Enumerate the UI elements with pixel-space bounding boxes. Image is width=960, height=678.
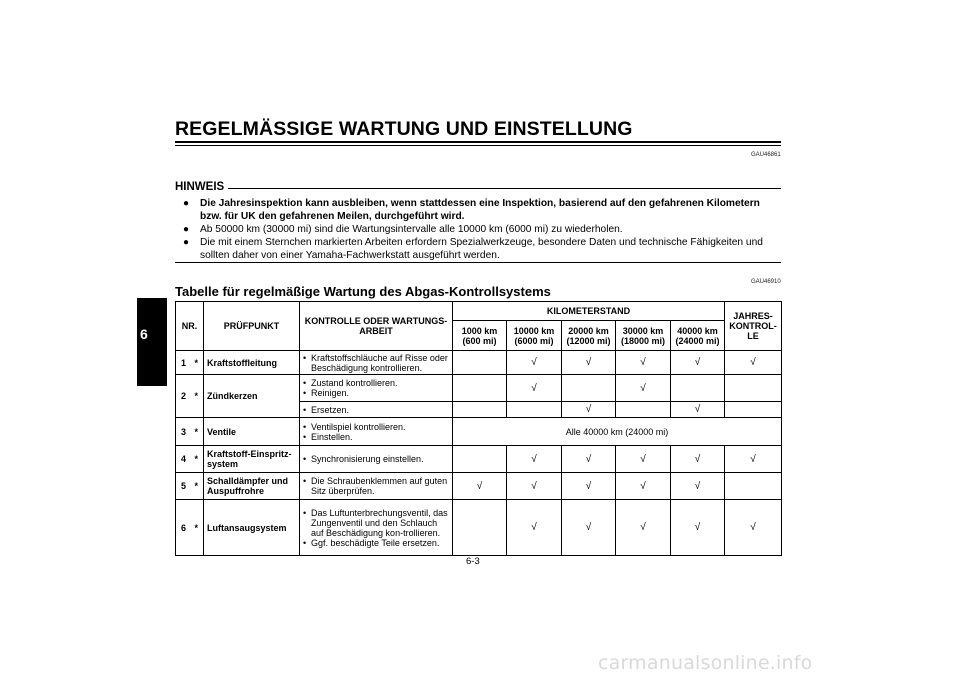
- item-name: Zündkerzen: [204, 375, 300, 418]
- check-cell: √: [671, 473, 725, 500]
- item-name: Kraftstoff-Einspritz-system: [204, 446, 300, 473]
- check-cell: √: [671, 500, 725, 556]
- check-cell: [453, 402, 507, 418]
- work-description: • Die Schraubenklemmen auf guten Sitz überprüfen.: [300, 473, 453, 500]
- check-cell: √: [507, 473, 562, 500]
- table-row: 1 * Kraftstoffleitung • Kraftstoffschläuche auf Risse oder Beschädigung kontrollieren. √ √ √ √ √: [176, 351, 782, 375]
- check-cell: [725, 402, 782, 418]
- work-description: • Zustand kontrollieren. • Reinigen.: [300, 375, 453, 402]
- note-heading: HINWEIS: [175, 181, 225, 193]
- check-cell: √: [725, 446, 782, 473]
- check-cell: √: [616, 375, 671, 402]
- watermark: carmanualsonline.info: [598, 652, 813, 674]
- check-cell: [453, 446, 507, 473]
- header-pruefpunkt: PRÜFPUNKT: [204, 302, 300, 351]
- table-row: 3 * Ventile • Ventilspiel kontrollieren. • Einstellen. Alle 40000 km (24000 mi): [176, 418, 782, 446]
- check-cell: [616, 402, 671, 418]
- bullet-icon: ●: [183, 224, 190, 235]
- chapter-tab: [137, 298, 167, 386]
- note-heading-rule: [228, 188, 781, 189]
- check-cell: √: [616, 473, 671, 500]
- reference-code-top: GAU46861: [751, 152, 781, 158]
- check-cell: [453, 500, 507, 556]
- work-description: • Ersetzen.: [300, 402, 453, 418]
- check-cell: √: [725, 500, 782, 556]
- work-description: • Kraftstoffschläuche auf Risse oder Beschädigung kontrollieren.: [300, 351, 453, 375]
- check-cell: √: [562, 402, 616, 418]
- header-nr: NR.: [176, 302, 204, 351]
- check-cell: [671, 375, 725, 402]
- table-row: 5 * Schalldämpfer und Auspuffrohre • Die Schraubenklemmen auf guten Sitz überprüfen. √ √ √ √ √: [176, 473, 782, 500]
- note-item: ● Die mit einem Sternchen markierten Arbeiten erfordern Spezialwerkzeuge, besondere Daten und technische Fähigkeiten und sollten daher von einer Yamaha-Fachwerkstatt ausgeführt werden.: [183, 237, 763, 261]
- check-cell: √: [671, 351, 725, 375]
- check-cell: √: [507, 351, 562, 375]
- check-cell: √: [671, 446, 725, 473]
- header-jahreskontrolle: JAHRES-KONTROL-LE: [725, 302, 782, 351]
- item-name: Ventile: [204, 418, 300, 446]
- item-name: Schalldämpfer und Auspuffrohre: [204, 473, 300, 500]
- note-item: ● Die Jahresinspektion kann ausbleiben, wenn stattdessen eine Inspektion, basierend auf den gefahrenen Kilometern bzw. für UK den gefahrenen Meilen, durchgeführt wird.: [183, 198, 760, 222]
- check-cell: √: [616, 351, 671, 375]
- star-mark: *: [195, 500, 204, 556]
- bullet-icon: ●: [183, 198, 190, 209]
- check-cell: √: [507, 446, 562, 473]
- reference-code-section: GAU46910: [751, 279, 781, 285]
- title-rule-thick: [175, 141, 781, 143]
- page-title: REGELMÄSSIGE WARTUNG UND EINSTELLUNG: [175, 118, 633, 140]
- star-mark: *: [195, 446, 204, 473]
- check-cell: [453, 351, 507, 375]
- work-description: • Ventilspiel kontrollieren. • Einstellen.: [300, 418, 453, 446]
- check-cell: √: [616, 446, 671, 473]
- chapter-tab-number: 6: [140, 326, 148, 342]
- title-rule-thin: [175, 145, 781, 146]
- interval-note: Alle 40000 km (24000 mi): [453, 418, 782, 446]
- work-description: • Synchronisierung einstellen.: [300, 446, 453, 473]
- header-km-1000: 1000 km (600 mi): [453, 321, 507, 351]
- check-cell: √: [725, 351, 782, 375]
- check-cell: [562, 375, 616, 402]
- item-name: Kraftstoffleitung: [204, 351, 300, 375]
- check-cell: √: [507, 375, 562, 402]
- work-description: • Das Luftunterbrechungsventil, das Zungenventil und den Schlauch auf Beschädigung kon-trollieren. • Ggf. beschädigte Teile ersetzen.: [300, 500, 453, 556]
- check-cell: [453, 375, 507, 402]
- table-row: 6 * Luftansaugsystem • Das Luftunterbrechungsventil, das Zungenventil und den Schlauch auf Beschädigung kon-trollieren. • Ggf. beschädigte Teile ersetzen. √ √ √ √ √: [176, 500, 782, 556]
- check-cell: √: [562, 446, 616, 473]
- header-km-30000: 30000 km (18000 mi): [616, 321, 671, 351]
- check-cell: [725, 375, 782, 402]
- bullet-icon: ●: [183, 237, 190, 248]
- header-arbeit: KONTROLLE ODER WARTUNGS-ARBEIT: [300, 302, 453, 351]
- star-mark: *: [195, 473, 204, 500]
- note-end-rule: [175, 262, 781, 263]
- page-number: 6-3: [466, 556, 480, 567]
- check-cell: √: [671, 402, 725, 418]
- star-mark: *: [195, 351, 204, 375]
- note-list: [183, 197, 781, 262]
- header-kilometerstand: KILOMETERSTAND: [453, 302, 725, 321]
- header-km-40000: 40000 km (24000 mi): [671, 321, 725, 351]
- star-mark: *: [195, 418, 204, 446]
- section-title: Tabelle für regelmäßige Wartung des Abgas-Kontrollsystems: [175, 284, 551, 299]
- check-cell: √: [562, 500, 616, 556]
- maintenance-table: [175, 301, 782, 556]
- check-cell: √: [616, 500, 671, 556]
- check-cell: √: [507, 500, 562, 556]
- table-row: 4 * Kraftstoff-Einspritz-system • Synchronisierung einstellen. √ √ √ √ √: [176, 446, 782, 473]
- note-item: ● Ab 50000 km (30000 mi) sind die Wartungsintervalle alle 10000 km (6000 mi) zu wiederholen.: [183, 224, 623, 235]
- check-cell: [507, 402, 562, 418]
- header-km-10000: 10000 km (6000 mi): [507, 321, 562, 351]
- check-cell: [725, 473, 782, 500]
- header-km-20000: 20000 km (12000 mi): [562, 321, 616, 351]
- table-row: 2 * Zündkerzen • Zustand kontrollieren. • Reinigen. √ √: [176, 375, 782, 402]
- star-mark: *: [195, 375, 204, 418]
- check-cell: √: [453, 473, 507, 500]
- check-cell: √: [562, 351, 616, 375]
- check-cell: √: [562, 473, 616, 500]
- item-name: Luftansaugsystem: [204, 500, 300, 556]
